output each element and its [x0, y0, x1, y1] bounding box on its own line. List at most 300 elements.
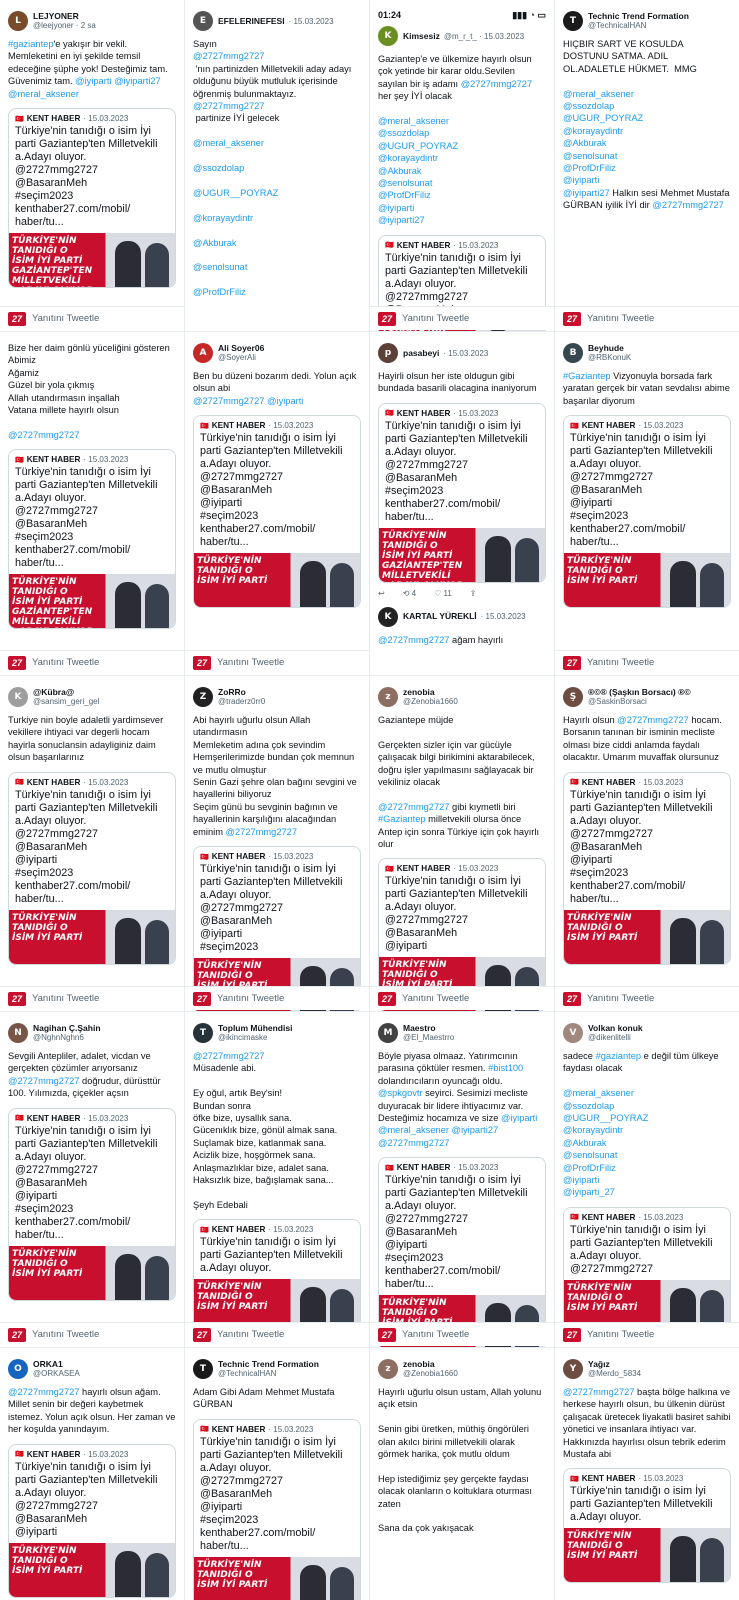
- news-image-headline: TÜRKİYE'NİN TANIDIĞI O İSİM İYİ PARTİ: [567, 556, 638, 587]
- news-image-headline: TÜRKİYE'NİN TANIDIĞI O İSİM İYİ PARTİ: [197, 1282, 268, 1313]
- tweet-card: [0, 1348, 184, 1600]
- flag-icon: 🇹🇷: [385, 865, 394, 873]
- author-handle: @RBKonuK: [588, 353, 632, 362]
- tweet-card: [370, 1348, 554, 1600]
- quoted-tweet-header: [564, 1469, 730, 1485]
- mention-link[interactable]: @iyiparti_27: [563, 1187, 615, 1198]
- author-handle: @ikincimaske: [218, 1033, 268, 1042]
- kent-haber-logo-icon: 27: [193, 1328, 211, 1342]
- tweet-actions: [378, 589, 546, 598]
- quoted-tweet-header: [564, 416, 730, 432]
- mention-link[interactable]: @ssozdolap: [563, 101, 615, 112]
- reply-label[interactable]: Yanıtını Tweetle: [587, 657, 655, 668]
- quoted-tweet-text: Türkiye'nin tanıdığı o isim İyi parti Gaziantep'ten Milletvekili a.Adayı oluyor. @2727mmg2727 @BasaranMeh @iyiparti #seçim2023: [200, 863, 343, 954]
- news-image-headline: TÜRKİYE'NİN TANIDIĞI O: [382, 960, 447, 981]
- author-info: [33, 1359, 80, 1379]
- avatar[interactable]: z: [378, 687, 398, 707]
- reply-label[interactable]: Yanıtını Tweetle: [217, 993, 285, 1004]
- person-figure: [115, 241, 141, 287]
- person-figure: [115, 1254, 141, 1300]
- avatar[interactable]: Ş: [563, 687, 583, 707]
- person-figure: [485, 536, 511, 582]
- quoted-tweet[interactable]: [563, 772, 731, 965]
- mention-link[interactable]: @2727mmg2727: [193, 395, 265, 406]
- mention-link[interactable]: @iyiparti: [267, 395, 304, 406]
- avatar[interactable]: M: [378, 1023, 398, 1043]
- mention-link[interactable]: @senolsunat: [193, 262, 248, 273]
- quoted-tweet-text: Türkiye'nin tanıdığı o isim İyi parti Gaziantep'ten Milletvekili a.Adayı oluyor. @2727mmg2727 @BasaranMeh @iyiparti #seçim2023 kenthaber27.com/mobil/ haber/tu...: [200, 432, 343, 549]
- author-name[interactable]: KARTAL YÜREKLİ: [403, 611, 477, 622]
- kent-haber-logo-icon: 27: [563, 992, 581, 1006]
- quoted-tweet-text: Türkiye'nin tanıdığı o isim İyi parti Gaziantep'ten Milletvekili a.Adayı oluyor. @2727mmg2727: [570, 1223, 713, 1275]
- author-info: [403, 31, 524, 42]
- news-image-headline: TÜRKİYE'NİN TANIDIĞI O İSİM İYİ PARTİ: [197, 556, 268, 587]
- author-name[interactable]: Maestro: [403, 1023, 436, 1033]
- author-name[interactable]: ®©® (Şaşkın Borsacı) ®©: [588, 687, 691, 697]
- author-handle: @traderz0rr0: [218, 697, 266, 706]
- quoted-tweet[interactable]: [193, 1219, 361, 1334]
- tweet-card: [370, 0, 554, 332]
- author-name[interactable]: Kimsesiz: [403, 30, 440, 41]
- tweet-header: [8, 1358, 176, 1380]
- author-name[interactable]: Technic Trend Formation: [588, 11, 689, 21]
- mention-link[interactable]: @UGUR_POYRAZ: [378, 140, 459, 151]
- quoted-tweet-text: Türkiye'nin tanıdığı o isim İyi parti Gaziantep'ten Milletvekili a.Adayı oluyor. @2727mmg2727 @BasaranMeh @iyiparti #seçim2023 kenthaber27.com/mobil/ haber/tu...: [570, 788, 713, 905]
- reply-label[interactable]: Yanıtını Tweetle: [32, 657, 100, 668]
- quoted-tweet-text: Türkiye'nin tanıdığı o isim İyi parti Gaziantep'ten Milletvekili a.Adayı oluyor. @2727mmg2727 @BasaranMeh @iyiparti #seçim2023 kenthaber27.com/mobil/ haber/tu...: [15, 1124, 158, 1241]
- author-name[interactable]: ZoRRo: [218, 687, 246, 697]
- hashtag-link[interactable]: #bist100: [488, 1063, 524, 1074]
- avatar[interactable]: Z: [193, 687, 213, 707]
- news-image-headline: TÜRKİYE'NİN TANIDIĞI O İSİM İYİ PARTİ GAZİANTEP'TEN MİLLETVEKİLİ: [382, 530, 463, 581]
- person-figure: [115, 582, 141, 628]
- quoted-tweet-header: [194, 1220, 360, 1236]
- quoted-tweet[interactable]: [193, 1419, 361, 1600]
- author-handle: · 15.03.2023: [443, 348, 489, 358]
- reply-bar[interactable]: [370, 306, 554, 330]
- person-figure: [330, 563, 354, 607]
- person-figure: [145, 920, 169, 964]
- tweet-card: [0, 1012, 184, 1348]
- reply-label[interactable]: Yanıtını Tweetle: [587, 313, 655, 324]
- avatar[interactable]: L: [8, 11, 28, 31]
- action-icon[interactable]: ⇪: [469, 588, 477, 598]
- mention-link[interactable]: @2727mmg2727: [378, 801, 450, 812]
- author-name[interactable]: LEJYONER: [33, 11, 79, 21]
- news-image-headline: TÜRKİYE'NİN TANIDIĞI O İSİM İYİ PARTİ: [12, 912, 83, 943]
- tweet-header: [193, 686, 361, 708]
- tweet-header: [378, 606, 546, 628]
- mention-link[interactable]: @meral_aksener: [8, 88, 79, 99]
- mention-link[interactable]: @iyiparti: [500, 1113, 538, 1124]
- quoted-tweet-header: [564, 773, 730, 789]
- author-name[interactable]: @Kübra@: [33, 687, 75, 697]
- avatar[interactable]: A: [193, 343, 213, 363]
- person-figure: [300, 1565, 326, 1600]
- author-name[interactable]: pasabeyi: [403, 347, 440, 358]
- mention-link[interactable]: @senolsunat: [563, 1150, 618, 1161]
- quoted-date: · 15.03.2023: [83, 777, 129, 787]
- tweet-header: [193, 1022, 361, 1044]
- tweet-text: Hayirli olsun her iste oldugun gibi bundada basarili olacagina inaniyorum: [378, 371, 537, 394]
- tweet-card: [0, 0, 184, 332]
- reply-label[interactable]: Yanıtını Tweetle: [32, 313, 100, 324]
- hashtag-link[interactable]: #Gaziantep: [563, 371, 611, 381]
- flag-icon: 🇹🇷: [15, 1115, 24, 1123]
- tweet-header: [378, 686, 546, 708]
- mention-link[interactable]: @iyiparti27: [451, 1125, 499, 1136]
- quoted-news-image[interactable]: [9, 1543, 175, 1597]
- mention-link[interactable]: @senolsunat: [378, 178, 433, 189]
- news-image-headline: TÜRKİYE'NİN TANIDIĞI O İSİM İYİ PARTİ GAZİANTEP'TEN MİLLETVEKİLİ: [12, 236, 93, 287]
- quoted-news-image[interactable]: [9, 574, 175, 628]
- kent-haber-logo-icon: 27: [563, 1328, 581, 1342]
- quoted-tweet-header: [9, 1445, 175, 1461]
- quoted-tweet[interactable]: [563, 1207, 731, 1335]
- quoted-tweet[interactable]: [8, 108, 176, 288]
- avatar[interactable]: E: [193, 11, 213, 31]
- quoted-news-image[interactable]: [379, 528, 545, 582]
- column-divider: [369, 0, 370, 1600]
- author-info: [588, 1359, 641, 1379]
- author-info: [218, 1023, 292, 1043]
- quoted-news-image[interactable]: [564, 1528, 730, 1582]
- column-divider: [554, 0, 555, 1600]
- author-handle: @sansim_geri_gel: [33, 697, 100, 706]
- author-info: [218, 687, 265, 707]
- quoted-date: · 15.03.2023: [83, 114, 129, 124]
- mention-link[interactable]: @ProfDrFiliz: [193, 287, 246, 298]
- quoted-news-image[interactable]: [9, 233, 175, 287]
- quoted-tweet-header: [379, 859, 545, 875]
- quoted-tweet-header: [379, 236, 545, 252]
- reply-label[interactable]: Yanıtını Tweetle: [587, 1329, 655, 1340]
- reply-label[interactable]: Yanıtını Tweetle: [587, 993, 655, 1004]
- mention-link[interactable]: @2727mmg2727: [617, 715, 689, 725]
- reply-label[interactable]: Yanıtını Tweetle: [402, 993, 470, 1004]
- mention-link[interactable]: @2727mmg2727: [8, 429, 80, 440]
- mention-link[interactable]: @meral_aksener: [563, 1088, 634, 1099]
- quoted-tweet[interactable]: [563, 1468, 731, 1583]
- kent-haber-logo-icon: 27: [8, 656, 26, 670]
- quoted-news-image[interactable]: [9, 1246, 175, 1300]
- reply-bar[interactable]: [0, 1322, 184, 1346]
- reply-label[interactable]: Yanıtını Tweetle: [32, 993, 100, 1004]
- avatar[interactable]: Y: [563, 1359, 583, 1379]
- person-figure: [145, 584, 169, 628]
- reply-bar[interactable]: [0, 306, 184, 330]
- author-handle: @m_r_t_ · 15.03.2023: [443, 31, 525, 41]
- avatar[interactable]: K: [378, 607, 398, 627]
- quoted-news-image[interactable]: [9, 910, 175, 964]
- avatar[interactable]: O: [8, 1359, 28, 1379]
- quoted-tweet[interactable]: [8, 449, 176, 629]
- mention-link[interactable]: @meral_aksener: [378, 1125, 449, 1136]
- quoted-tweet-header: [9, 1109, 175, 1125]
- news-image-headline: TÜRKİYE'NİN TANIDIĞI O İSİM İYİ PARTİ: [197, 1559, 268, 1590]
- author-info: [588, 11, 689, 31]
- tweet-text: @2727mmg2727 başta bölge halkına ve herkese hayırlı olsun, bu ülkenin dürüst çalışacak üretecek liyakatli basiret sahibi yönetici ve insanlara ihtiyacı var. Hakkınızda hayırlısı olsun tebrik ederim Mustafa abi: [563, 1387, 734, 1460]
- avatar[interactable]: K: [8, 687, 28, 707]
- person-figure: [330, 1567, 354, 1600]
- author-name[interactable]: Ali Soyer06: [218, 343, 265, 353]
- tweet-text: HIÇBIR SART VE KOSULDA DOSTUNU SATMA. ADIL OL.ADALETLE HÜKMET. MMG @meral_aksener @ssozdolap @UGUR_POYRAZ @korayaydintr @Akburak @senolsunat @ProfDrFiliz @iyiparti @iyiparti27 Halkın sesi Mehmet Mustafa GÜRBAN iyilik İYİ dir @2727mmg2727: [563, 39, 733, 211]
- mention-link[interactable]: @2727mmg2727: [8, 1075, 80, 1086]
- mention-link[interactable]: @meral_aksener: [193, 138, 264, 149]
- quoted-news-image[interactable]: [194, 1557, 360, 1600]
- kent-haber-logo-icon: 27: [8, 992, 26, 1006]
- author-line: [403, 31, 524, 42]
- action-icon[interactable]: ↩: [378, 588, 385, 598]
- avatar[interactable]: T: [193, 1023, 213, 1043]
- tweet-text: Ben bu düzeni bozarım dedi. Yolun açık olsun abi @2727mmg2727 @iyiparti: [193, 371, 357, 406]
- flag-icon: 🇹🇷: [570, 1475, 579, 1483]
- quoted-date: · 15.03.2023: [638, 777, 684, 787]
- tweet-text: Sevgili Antepliler, adalet, vicdan ve gerçekten çözümler arıyorsanız @2727mmg2727 doğrudur, dürüsttür 100. Yılımızda, çiçekler açsın: [8, 1051, 164, 1099]
- mention-link[interactable]: @2727mmg2727: [225, 826, 298, 837]
- mention-link[interactable]: @iyiparti27: [563, 187, 610, 198]
- quoted-tweet-text: Türkiye'nin tanıdığı o isim İyi parti Gaziantep'ten Milletvekili a.Adayı oluyor. @2727mmg2727 @BasaranMeh @iyiparti: [15, 1460, 158, 1538]
- mention-link[interactable]: @2727mmg2727: [378, 1137, 450, 1148]
- tweet-card: [555, 1012, 739, 1348]
- quoted-date: · 15.03.2023: [453, 864, 499, 874]
- mention-link[interactable]: @meral_aksener: [563, 88, 634, 99]
- mention-link[interactable]: @iyiparti: [75, 76, 112, 87]
- mention-link[interactable]: @korayaydintr: [378, 153, 439, 164]
- quoted-author-name: KENT HABER: [26, 777, 81, 787]
- mention-link[interactable]: @2727mmg2727: [652, 200, 724, 211]
- kent-haber-logo-icon: 27: [563, 656, 581, 670]
- mention-link[interactable]: @2727mmg2727: [378, 634, 450, 645]
- avatar[interactable]: T: [563, 11, 583, 31]
- kent-haber-logo-icon: 27: [8, 312, 26, 326]
- avatar[interactable]: T: [193, 1359, 213, 1379]
- mention-link[interactable]: @ssozdolap: [563, 1100, 615, 1111]
- quoted-tweet-text: Türkiye'nin tanıdığı o isim İyi parti Gaziantep'ten Milletvekili a.Adayı oluyor. @2727mmg2727 @BasaranMeh @iyiparti #seçim2023 kenthaber27.com/mobil/ haber/tu...: [15, 788, 158, 905]
- tweet-header: [378, 1022, 546, 1044]
- mention-link[interactable]: @UGUR__POYRAZ: [563, 1113, 649, 1124]
- hashtag-link[interactable]: #gaziantep: [595, 1051, 642, 1061]
- tweet-text: Gaziantepe müjde Gerçekten sizler için var gücüyle çalışacak bilgi birikimini aktarabilecek, doğru işler yapılmasını sağlayacak bir vekiliniz olacak @2727mmg2727 gibi kıymetli biri #Gaziantep milletvekili olursa önce Antep için sonra Türkiye için çok hayırlı olur: [378, 715, 542, 850]
- mention-link[interactable]: @2727mmg2727: [193, 51, 265, 62]
- avatar[interactable]: B: [563, 343, 583, 363]
- quoted-date: · 15.03.2023: [83, 1449, 129, 1459]
- action-icon[interactable]: ⟲ 4: [402, 588, 417, 598]
- quoted-tweet-text: Türkiye'nin tanıdığı o isim İyi parti Gaziantep'ten Milletvekili a.Adayı oluyor.: [200, 1236, 346, 1275]
- author-info: [218, 16, 334, 27]
- quoted-news-image[interactable]: [194, 553, 360, 607]
- tweet-text: Böyle piyasa olmaaz. Yatırımcının parasına çöktüler resmen. #bist100 dolandırıcıların oyuncağı oldu. @spkgovtr seyirci. Sesimizi mecliste duyuracak bir lidere ihtiyacımız var. Desteğimiz hocamıza ve size @iyiparti @meral_aksener @iyiparti27 @2727mmg2727: [378, 1051, 538, 1148]
- quoted-author-name: KENT HABER: [581, 421, 636, 431]
- mention-link[interactable]: @meral_aksener: [378, 116, 449, 127]
- tweet-card: [185, 676, 369, 1012]
- reply-bar[interactable]: [185, 1322, 369, 1346]
- quoted-tweet-header: [564, 1208, 730, 1224]
- mention-link[interactable]: @korayaydintr: [563, 1125, 624, 1136]
- avatar[interactable]: K: [378, 26, 398, 46]
- news-image-headline: TÜRKİYE'NİN TANIDIĞI O İSİM İYİ PARTİ: [567, 1531, 638, 1562]
- reply-bar[interactable]: [555, 650, 739, 674]
- quoted-tweet-header: [194, 847, 360, 863]
- mention-link[interactable]: @ProfDrFiliz: [563, 1162, 616, 1173]
- mention-link[interactable]: @iyiparti: [378, 202, 415, 213]
- quoted-news-image[interactable]: [564, 553, 730, 607]
- avatar[interactable]: V: [563, 1023, 583, 1043]
- mention-link[interactable]: @2727mmg2727: [193, 1051, 265, 1061]
- tweet-text: #Gaziantep Vizyonuyla borsada fark yaratan gerçek bir vatan sevdalısı abime başarılar diyorum: [563, 371, 733, 406]
- status-time: 01:24: [378, 10, 402, 20]
- person-figure: [515, 538, 539, 582]
- author-handle: @Zenobia1660: [403, 697, 458, 706]
- reply-bar[interactable]: [555, 1322, 739, 1346]
- quoted-tweet-text: Türkiye'nin tanıdığı o isim İyi parti Gaziantep'ten Milletvekili a.Adayı oluyor. @2727mmg2727 @BasaranMeh #seçim2023 kenthaber27.com/mobil/ haber/tu...: [15, 466, 158, 570]
- tweet-header: [563, 1358, 731, 1380]
- quoted-author-name: KENT HABER: [396, 240, 451, 250]
- quoted-tweet[interactable]: [8, 1444, 176, 1598]
- quoted-date: · 15.03.2023: [453, 240, 499, 250]
- quoted-tweet[interactable]: [378, 1157, 546, 1348]
- mention-link[interactable]: @2727mmg2727: [563, 1387, 635, 1397]
- quoted-date: · 15.03.2023: [268, 1225, 314, 1235]
- quoted-tweet-text: Türkiye'nin tanıdığı o isim İyi parti Gaziantep'ten Milletvekili a.Adayı oluyor. @2727mmg2727 @BasaranMeh @iyiparti #seçim2023 kenthaber27.com/mobil/ haber/tu...: [200, 1435, 343, 1552]
- avatar[interactable]: N: [8, 1023, 28, 1043]
- tweet-card: [0, 676, 184, 1012]
- author-name[interactable]: Technic Trend Formation: [218, 1359, 319, 1369]
- quoted-author-name: KENT HABER: [26, 455, 81, 465]
- news-image-headline: TÜRKİYE'NİN TANIDIĞI O: [382, 1298, 447, 1319]
- reply-label[interactable]: Yanıtını Tweetle: [402, 313, 470, 324]
- quoted-tweet[interactable]: [8, 772, 176, 965]
- author-name[interactable]: zenobia: [403, 1359, 435, 1369]
- mention-link[interactable]: @Akburak: [193, 237, 237, 248]
- quoted-tweet-text: Türkiye'nin tanıdığı o isim İyi parti Gaziantep'ten Milletvekili a.Adayı oluyor. @2727mmg2727: [385, 251, 528, 303]
- author-handle: @Merdo_5834: [588, 1369, 642, 1378]
- person-figure: [670, 918, 696, 964]
- author-name[interactable]: EFELERINEFESI: [218, 15, 285, 26]
- reply-bar[interactable]: [370, 986, 554, 1010]
- mention-link[interactable]: @UGUR_POYRAZ: [563, 113, 644, 124]
- mention-link[interactable]: @iyiparti27: [114, 76, 161, 87]
- reply-bar[interactable]: [185, 650, 369, 674]
- quoted-author-name: KENT HABER: [211, 421, 266, 431]
- quoted-tweet-header: [379, 404, 545, 420]
- quoted-tweet-text: Türkiye'nin tanıdığı o isim İyi parti Gaziantep'ten Milletvekili a.Adayı oluyor. @2727mmg2727 @BasaranMeh #seçim2023 kenthaber27.com/mobil/ haber/tu...: [15, 125, 158, 229]
- mention-link[interactable]: @Akburak: [563, 1137, 607, 1148]
- mention-link[interactable]: @iyiparti27: [378, 215, 425, 226]
- mention-link[interactable]: @Akburak: [378, 165, 422, 176]
- mention-link[interactable]: @iyiparti: [563, 1175, 600, 1186]
- author-handle: · 15.03.2023: [288, 16, 334, 26]
- tweet-text: sadece #gaziantep e değil tüm ülkeye faydası olacak @meral_aksener @ssozdolap @UGUR__POYRAZ @korayaydintr @Akburak @senolsunat @ProfDrFiliz @iyiparti @iyiparti_27: [563, 1051, 719, 1198]
- reply-label[interactable]: Yanıtını Tweetle: [32, 1329, 100, 1340]
- quoted-tweet-header: [379, 1158, 545, 1174]
- mention-link[interactable]: @Akburak: [563, 138, 607, 149]
- quoted-author-name: KENT HABER: [211, 1225, 266, 1235]
- reply-bar[interactable]: [185, 986, 369, 1010]
- reply-bar[interactable]: [370, 1322, 554, 1346]
- author-line: [403, 611, 526, 622]
- reply-bar[interactable]: [555, 306, 739, 330]
- tweet-header: [563, 1022, 731, 1044]
- author-info: [218, 343, 264, 363]
- author-name[interactable]: Toplum Mühendisi: [218, 1023, 293, 1033]
- mention-link[interactable]: @korayaydintr: [563, 125, 624, 136]
- mention-link[interactable]: @spkgovtr: [378, 1088, 423, 1099]
- mention-link[interactable]: @ssozdolap: [193, 163, 245, 174]
- mention-link[interactable]: @ProfDrFiliz: [563, 163, 616, 174]
- author-info: [403, 1023, 454, 1043]
- hashtag-link[interactable]: #Gaziantep: [378, 814, 426, 825]
- mention-link[interactable]: @ProfDrFiliz: [378, 190, 431, 201]
- quoted-news-image[interactable]: [564, 910, 730, 964]
- mention-link[interactable]: @2727mmg2727: [8, 1387, 80, 1397]
- tweet-card: [0, 332, 184, 676]
- mention-link[interactable]: @iyiparti: [563, 175, 600, 186]
- tweet-text: @2727mmg2727 hayırlı olsun ağam. Millet senin bir değeri kaybetmek istemez. Yolun açık olsun. Her zaman ve her koşulda yanındayım.: [8, 1387, 179, 1435]
- quoted-tweet-header: [9, 773, 175, 789]
- author-name[interactable]: Volkan konuk: [588, 1023, 643, 1033]
- reply-label[interactable]: Yanıtını Tweetle: [402, 1329, 470, 1340]
- quoted-date: · 15.03.2023: [453, 1163, 499, 1173]
- quoted-tweet[interactable]: [193, 415, 361, 608]
- quoted-author-name: KENT HABER: [26, 1449, 81, 1459]
- tweet-text: Adam Gibi Adam Mehmet Mustafa GÜRBAN: [193, 1387, 338, 1410]
- quoted-author-name: KENT HABER: [396, 408, 451, 418]
- reply-bar[interactable]: [0, 650, 184, 674]
- news-image-headline: TÜRKİYE'NİN TANIDIĞI O İSİM İYİ PARTİ GAZİANTEP'TEN MİLLETVEKİLİ: [12, 577, 93, 628]
- avatar[interactable]: z: [378, 1359, 398, 1379]
- mention-link[interactable]: @korayaydintr: [193, 212, 254, 223]
- tweet-card: [185, 1012, 369, 1348]
- tweet-card: [185, 1348, 369, 1600]
- reply-bar[interactable]: [0, 986, 184, 1010]
- tweet-text: @2727mmg2727 Müsadenle abi. Ey oğul, artık Bey'sin! Bundan sonra öfke bize, uysallık sana. Gücenıklık bize, gönül almak sana. Suçlamak bize, katlanmak sana. Acizlik bize, hoşgörmek sana. Anlaşmazlıklar bize, adalet sana. Haksızlık bize, bağışlamak sana... Şeyh Edebali: [193, 1051, 338, 1210]
- author-name[interactable]: Beyhude: [588, 343, 624, 353]
- person-figure: [670, 561, 696, 607]
- author-name[interactable]: zenobia: [403, 687, 435, 697]
- tweet-header: [193, 342, 361, 364]
- reply-bar[interactable]: [555, 986, 739, 1010]
- tweet-header: [8, 10, 176, 32]
- mention-link[interactable]: @ssozdolap: [378, 128, 430, 139]
- tweet-card: [370, 1012, 554, 1348]
- quoted-tweet-text: Türkiye'nin tanıdığı o isim İyi parti Gaziantep'ten Milletvekili a.Adayı oluyor. @2727mmg2727 @BasaranMeh @iyiparti #seçim2023 kenthaber27.com/mobil/ haber/tu...: [385, 1174, 528, 1291]
- mention-link[interactable]: @2727mmg2727: [460, 78, 533, 89]
- author-info: [33, 11, 96, 31]
- author-name[interactable]: ORKA1: [33, 1359, 63, 1369]
- mention-link[interactable]: @UGUR__POYRAZ: [193, 187, 279, 198]
- tweet-text: Abi hayırlı uğurlu olsun Allah utandırmasın Memleketim adına çok sevindim Hemşerilerimizde bundan çok memnun ve mutlu olmuştur Senin Gazi şehre olan bağını sevgini ve hayallerini biliyoruz Seçim günü bu sevginin bağının ve hayallerinin karşılığını alacağından eminim @2727mmg2727: [193, 715, 357, 837]
- reply-label[interactable]: Yanıtını Tweetle: [217, 1329, 285, 1340]
- mention-link[interactable]: @senolsunat: [563, 150, 618, 161]
- hashtag-link[interactable]: #gaziantep: [8, 39, 54, 49]
- author-name[interactable]: Yağız: [588, 1359, 610, 1369]
- action-icon[interactable]: ♡ 11: [434, 588, 452, 598]
- mention-link[interactable]: @2727mmg2727: [193, 101, 265, 112]
- quoted-tweet[interactable]: [378, 403, 546, 583]
- reply-label[interactable]: Yanıtını Tweetle: [217, 657, 285, 668]
- quoted-author-name: KENT HABER: [211, 852, 266, 862]
- quoted-tweet[interactable]: [563, 415, 731, 608]
- author-handle: @NghnNghn6: [33, 1033, 84, 1042]
- tweet-card: [555, 332, 739, 676]
- author-name[interactable]: Nagihan Ç.Şahin: [33, 1023, 101, 1033]
- quoted-tweet[interactable]: [8, 1108, 176, 1301]
- avatar[interactable]: p: [378, 343, 398, 363]
- flag-icon: 🇹🇷: [200, 1226, 209, 1234]
- kent-haber-logo-icon: 27: [193, 656, 211, 670]
- author-handle: @TechnicalHAN: [218, 1369, 277, 1378]
